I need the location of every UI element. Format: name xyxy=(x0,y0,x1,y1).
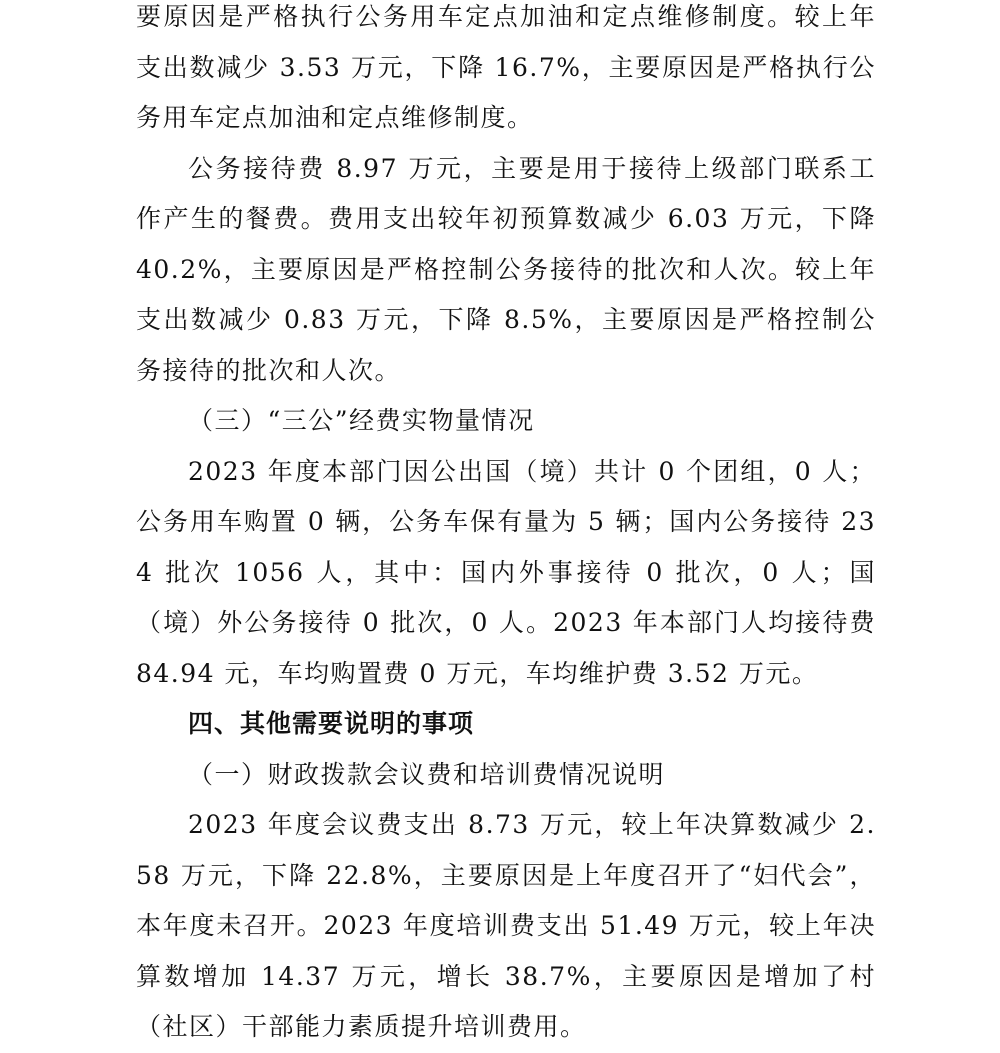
subheading-physical-quantity: （三）“三公”经费实物量情况 xyxy=(188,406,535,435)
section-heading-other-matters: 四、其他需要说明的事项 xyxy=(188,709,475,738)
subheading-meeting-training: （一）财政拨款会议费和培训费情况说明 xyxy=(188,759,666,789)
paragraph-vehicle-expense-continued: 要原因是严格执行公务用车定点加油和定点维修制度。较上年支出数减少 3.53 万元，下降 16.7%，主要原因是严格执行公务用车定点加油和定点维修制度。 xyxy=(136,2,876,132)
document-page xyxy=(136,0,876,1053)
paragraph-meeting-training: 2023 年度会议费支出 8.73 万元，较上年决算数减少 2.58 万元，下降 22.8%，主要原因是上年度召开了“妇代会”，本年度未召开。2023 年度培训费支出 51.49 万元，较上年决算数增加 14.37 万元，增长 38.7%，主要原因是增加了村（社区）干部能力素质提升培训费用。 xyxy=(136,810,876,1041)
paragraph-physical-quantity: 2023 年度本部门因公出国（境）共计 0 个团组，0 人；公务用车购置 0 辆，公务车保有量为 5 辆；国内公务接待 234 批次 1056 人，其中：国内外事接待 0 批次，0 人；国（境）外公务接待 0 批次，0 人。2023 年本部门人均接待费 84.94 元，车均购置费 0 万元，车均维护费 3.52 万元。 xyxy=(136,456,876,688)
paragraph-reception-expense: 公务接待费 8.97 万元，主要是用于接待上级部门联系工作产生的餐费。费用支出较年初预算数减少 6.03 万元，下降 40.2%，主要原因是严格控制公务接待的批次和人次。较上年支出数减少 0.83 万元，下降 8.5%，主要原因是严格控制公务接待的批次和人次。 xyxy=(136,153,876,385)
